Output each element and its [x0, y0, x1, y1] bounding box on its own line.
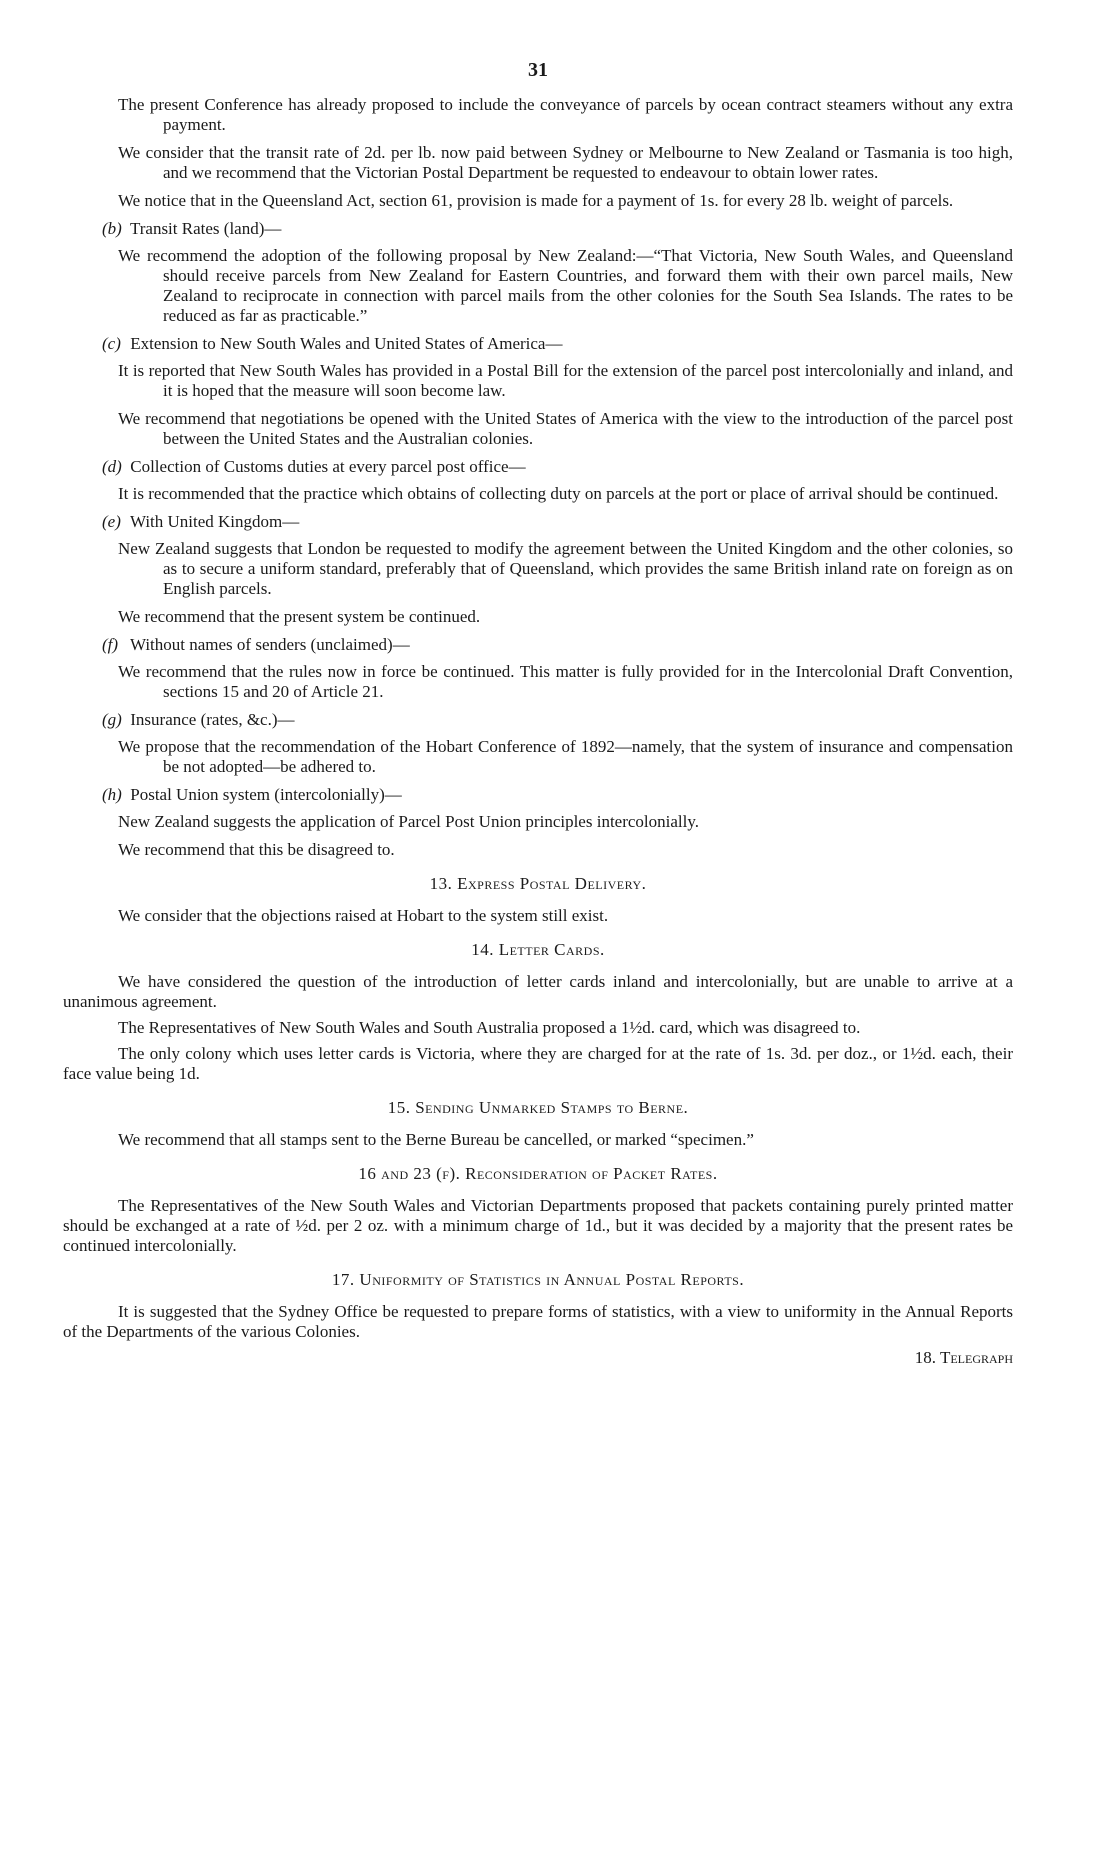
- section-title: 14. Letter Cards.: [471, 940, 605, 959]
- section-paragraph: It is suggested that the Sydney Office be requested to prepare forms of statistics, with a view to uniformity in the Annual Reports of the Departments of the various Colonies.: [63, 1302, 1013, 1341]
- item-label: (g): [102, 710, 122, 729]
- intro-paragraph: The present Conference has already proposed to include the conveyance of parcels by ocean contract steamers without any extra payment.: [118, 95, 1013, 134]
- item-label: (e): [102, 512, 121, 531]
- section-paragraph: We consider that the objections raised at Hobart to the system still exist.: [118, 906, 609, 925]
- item-label: (b): [102, 219, 122, 238]
- section-paragraph: The Representatives of the New South Wales and Victorian Departments proposed that packets containing purely printed matter should be exchanged at a rate of ½d. per 2 oz. with a minimum charge of 1d., but it was decided by a majority that the present rates be continued intercolonially.: [63, 1196, 1013, 1255]
- item-heading: [102, 457, 1013, 477]
- section-paragraph: The Representatives of New South Wales and South Australia proposed a 1½d. card, which was disagreed to.: [118, 1018, 861, 1037]
- page-number: 31: [528, 59, 548, 81]
- item-paragraph: We propose that the recommendation of the Hobart Conference of 1892—namely, that the system of insurance and compensation be not adopted—be adhered to.: [118, 737, 1013, 776]
- section-title: 16 and 23 (f). Reconsideration of Packet Rates.: [358, 1164, 718, 1183]
- section-paragraph: We recommend that all stamps sent to the Berne Bureau be cancelled, or marked “specimen.”: [118, 1130, 754, 1149]
- section-title: 15. Sending Unmarked Stamps to Berne.: [387, 1098, 689, 1117]
- item-heading: [102, 635, 1013, 655]
- item-heading-text: With United Kingdom—: [129, 512, 300, 531]
- item-label: (d): [102, 457, 122, 476]
- item-paragraph: New Zealand suggests the application of Parcel Post Union principles intercolonially.: [118, 812, 700, 831]
- item-paragraph: We recommend that negotiations be opened with the United States of America with the view to the introduction of the parcel post between the United States and the Australian colonies.: [118, 409, 1013, 448]
- item-paragraph: It is recommended that the practice which obtains of collecting duty on parcels at the port or place of arrival should be continued.: [118, 484, 999, 503]
- item-heading-text: Without names of senders (unclaimed)—: [129, 635, 410, 654]
- item-heading-text: Collection of Customs duties at every parcel post office—: [130, 457, 526, 476]
- item-heading: [102, 219, 1013, 239]
- item-heading: [102, 512, 1013, 532]
- intro-paragraph: We consider that the transit rate of 2d. per lb. now paid between Sydney or Melbourne to New Zealand or Tasmania is too high, and we recommend that the Victorian Postal Department be requested to endeavour to obtain lower rates.: [118, 143, 1013, 182]
- catchword: 18. Telegraph: [914, 1348, 1013, 1367]
- section-paragraph: We have considered the question of the introduction of letter cards inland and intercolonially, but are unable to arrive at a unanimous agreement.: [63, 972, 1013, 1011]
- item-heading-text: Transit Rates (land)—: [129, 219, 282, 238]
- document-page: [63, 60, 1013, 1368]
- item-heading-text: Insurance (rates, &c.)—: [130, 710, 295, 729]
- item-paragraph: It is reported that New South Wales has provided in a Postal Bill for the extension of the parcel post intercolonially and inland, and it is hoped that the measure will soon become law.: [118, 361, 1013, 400]
- item-paragraph: We recommend that the rules now in force be continued. This matter is fully provided for in the Intercolonial Draft Convention, sections 15 and 20 of Article 21.: [118, 662, 1013, 701]
- item-label: (c): [102, 334, 121, 353]
- section-title: 17. Uniformity of Statistics in Annual Postal Reports.: [331, 1270, 745, 1289]
- item-heading-text: Extension to New South Wales and United States of America—: [130, 334, 563, 353]
- item-heading: [102, 785, 1013, 805]
- item-heading: [102, 710, 1013, 730]
- section-paragraph: The only colony which uses letter cards is Victoria, where they are charged for at the rate of 1s. 3d. per doz., or 1½d. each, their face value being 1d.: [63, 1044, 1013, 1083]
- item-label: (f): [102, 635, 119, 654]
- item-paragraph: New Zealand suggests that London be requested to modify the agreement between the United Kingdom and the other colonies, so as to secure a uniform standard, preferably that of Queensland, which provides the same British inland rate on foreign as on English parcels.: [118, 539, 1013, 598]
- item-heading-text: Postal Union system (intercolonially)—: [130, 785, 402, 804]
- section-title: 13. Express Postal Delivery.: [429, 874, 647, 893]
- item-label: (h): [102, 785, 122, 804]
- item-paragraph: We recommend that the present system be continued.: [118, 607, 481, 626]
- intro-paragraph: We notice that in the Queensland Act, section 61, provision is made for a payment of 1s. for every 28 lb. weight of parcels.: [118, 191, 954, 210]
- item-paragraph: We recommend the adoption of the following proposal by New Zealand:—“That Victoria, New South Wales, and Queensland should receive parcels from New Zealand for Eastern Countries, and forward them with their own parcel mails, New Zealand to reciprocate in connection with parcel mails from the other colonies for the South Sea Islands. The rates to be reduced as far as practicable.”: [118, 246, 1013, 325]
- item-paragraph: We recommend that this be disagreed to.: [118, 840, 395, 859]
- item-heading: [102, 334, 1013, 354]
